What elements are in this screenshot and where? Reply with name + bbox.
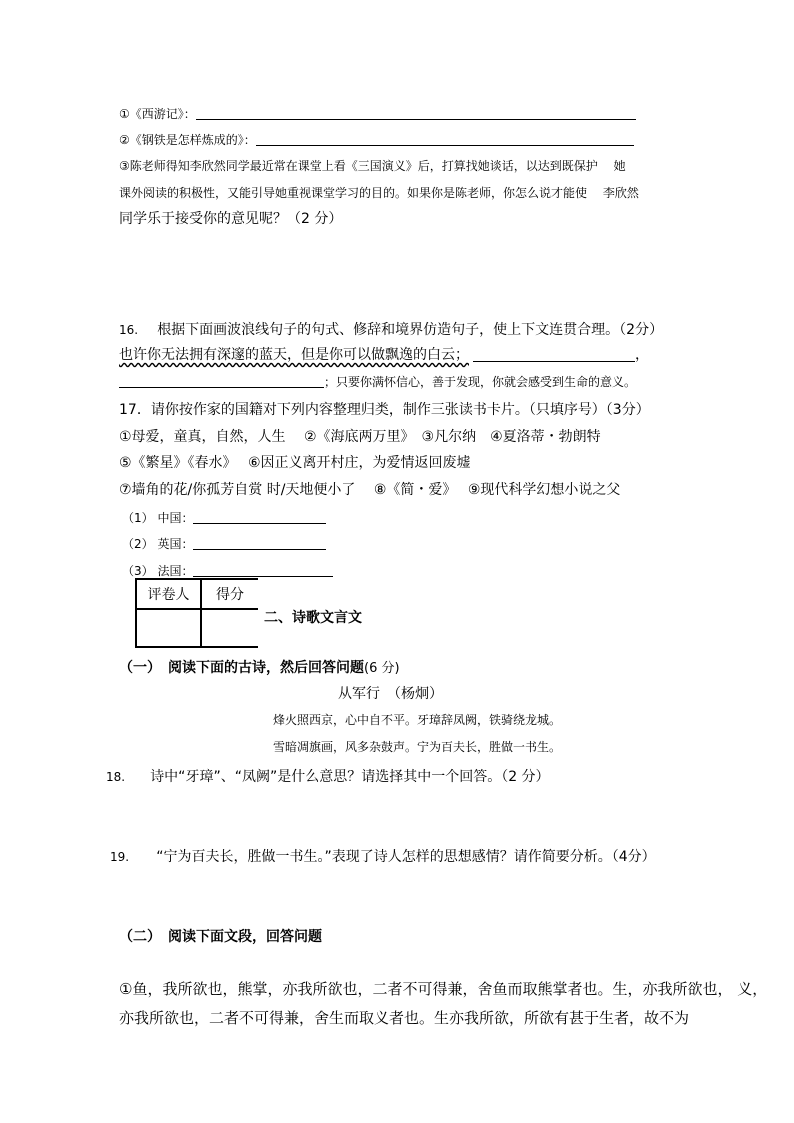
poem-line2: 雪暗凋旗画，风多杂鼓声。宁为百夫长，胜做一书生。 [273,740,562,754]
poem-line1: 烽火照西京，心中自不平。牙璋辞凤阙，铁骑绕龙城。 [273,713,562,727]
answer-blank[interactable] [193,564,333,577]
answer-blank[interactable] [193,511,326,524]
q16-line3 [119,375,636,388]
q19 [110,848,656,864]
part2-paragraph-line1: ①鱼，我所欲也，熊掌，亦我所欲也，二者不可得兼，舍鱼而取熊掌者也。生，亦我所欲也， 义， [119,980,768,998]
q17-options-line2: ⑤《繁星》《春水》 ⑥因正义离开村庄，为爱情返回废墟 [119,455,471,471]
q15-item2 [119,133,634,146]
q17-card-china [122,511,326,524]
poem-title: 从军行 （杨炯） [338,686,443,702]
section2-part1-heading: （一） 阅读下面的古诗，然后回答问题 [119,660,364,676]
q16-prompt-line [119,321,663,337]
q17-options-line1: ①母爱，童真，自然，人生 ②《海底两万里》 ③凡尔纳 ④夏洛蒂・勃朗特 [119,429,601,445]
q18-number: 18. [106,770,126,784]
score-table-score-cell[interactable] [201,609,258,647]
q16-line2 [119,348,649,362]
score-table-reviewer: 评卷人 [136,579,201,609]
q16-wavy-sentence: 也许你无法拥有深邃的蓝天，但是你可以做飘逸的白云； [119,347,469,363]
q15-item1 [119,107,636,120]
q18-text: 诗中“牙璋”、“凤阙”是什么意思？请选择其中一个回答。（2 分） [150,769,550,785]
q17-card-england [122,537,326,550]
q17-card-england-label: （2） 英国： [122,537,194,551]
q17-card-china-label: （1） 中国： [122,511,194,525]
q16-comma: ， [635,347,649,363]
score-table [135,578,258,648]
answer-blank[interactable] [196,107,636,120]
q15-item2-label: ②《钢铁是怎样炼成的》： [119,133,256,147]
q16-prompt: 根据下面画波浪线句子的句式、修辞和境界仿造句子，使上下文连贯合理。（2分） [157,322,664,338]
section2-part1-points: (6 分) [364,661,400,676]
q17-prompt: 17．请你按作家的国籍对下列内容整理归类，制作三张读书卡片。（只填序号）（3分） [119,402,650,418]
answer-blank[interactable] [193,537,326,550]
q19-number: 19. [110,850,130,864]
q15-item3-line3: 同学乐于接受你的意见呢？（2 分） [119,211,343,227]
answer-blank[interactable] [256,133,634,146]
q16-tail: ；只要你满怀信心，善于发现，你就会感受到生命的意义。 [324,375,637,389]
q17-card-france [122,564,333,577]
q15-item1-label: ①《西游记》： [119,107,196,121]
answer-blank[interactable] [473,349,635,362]
q17-options-line3: ⑦墙角的花/你孤芳自赏 时/天地便小了 ⑧《简・爱》 ⑨现代科学幻想小说之父 [119,482,621,498]
q17-card-france-label: （3） 法国： [122,564,194,578]
section2-title: 二、诗歌文言文 [264,610,362,626]
q15-item3-line1: ③陈老师得知李欣然同学最近常在课堂上看《三国演义》后，打算找她谈话，以达到既保护 她 [119,159,626,173]
q15-item3-line2: 课外阅读的积极性，又能引导她重视课堂学习的目的。如果你是陈老师，你怎么说才能使 李欣然 [119,186,639,200]
q16-number: 16. [119,323,139,337]
score-table-score: 得分 [201,579,258,609]
answer-blank[interactable] [119,375,324,388]
q18 [106,768,550,784]
part2-heading: （二） 阅读下面文段，回答问题 [119,929,322,945]
q19-text: “宁为百夫长，胜做一书生。”表现了诗人怎样的思想感情？请作简要分析。（4分） [156,849,656,865]
score-table-reviewer-cell[interactable] [136,609,201,647]
section2-part1-heading-line [119,659,400,675]
part2-paragraph-line2: 亦我所欲也，二者不可得兼，舍生而取义者也。生亦我所欲，所欲有甚于生者，故不为 [119,1009,690,1027]
